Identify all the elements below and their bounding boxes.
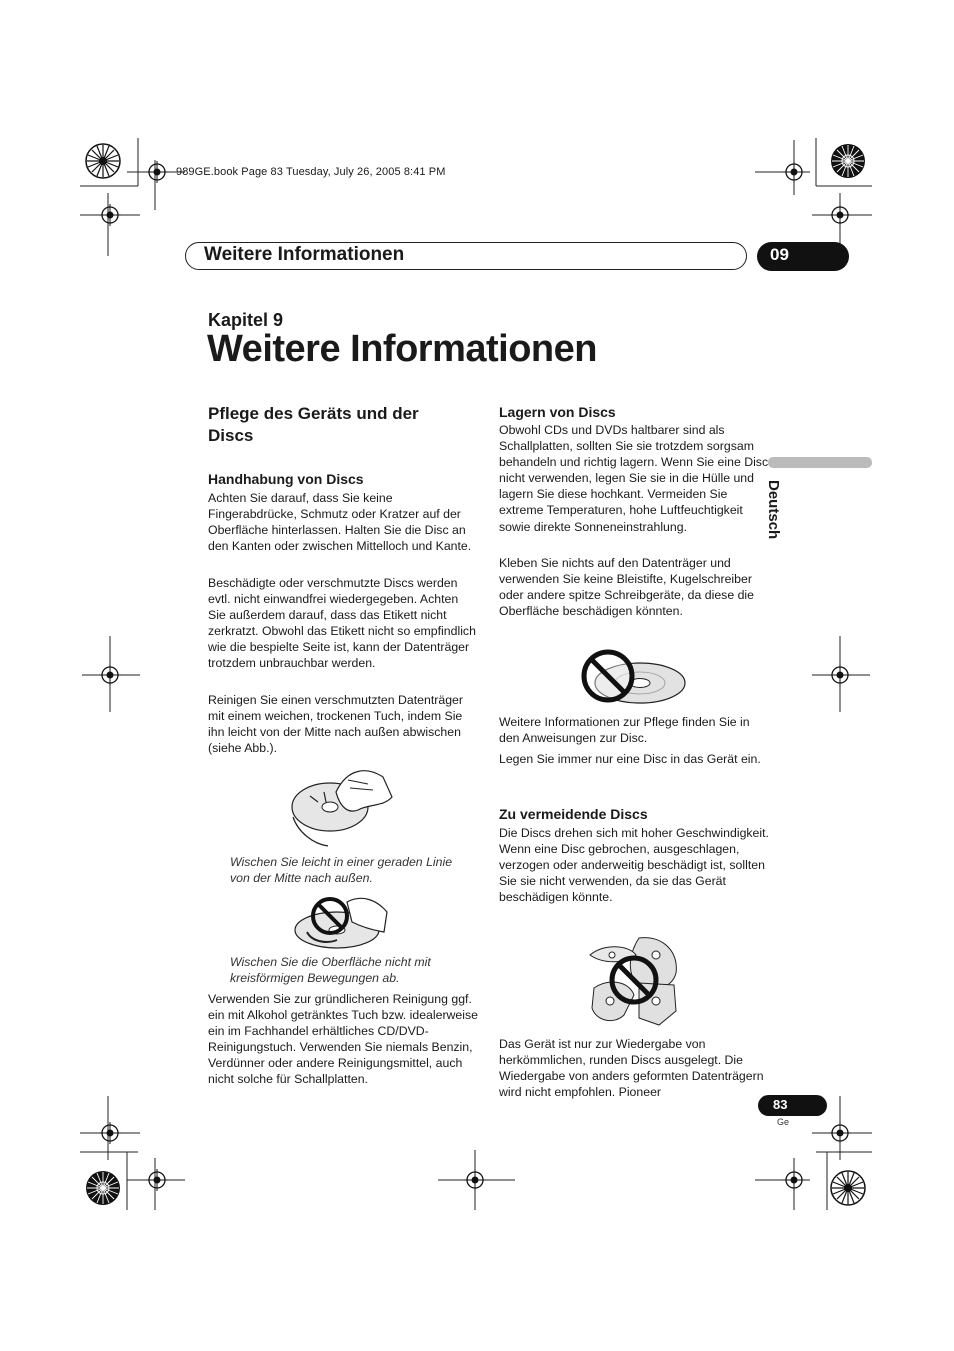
paragraph: Weitere Informationen zur Pflege finden Sie in den Anweisungen zur Disc. xyxy=(499,715,750,746)
starburst-icon xyxy=(83,141,123,181)
header-title: Weitere Informationen xyxy=(204,244,405,265)
language-tab-bar xyxy=(768,457,872,468)
starburst-icon xyxy=(828,141,868,181)
paragraph: Reinigen Sie einen verschmutzten Datenträger mit einem weichen, trockenen Tuch, indem Sie ihn leicht von der Mitte nach außen abwischen (siehe Abb.). xyxy=(208,693,463,756)
subheading-handling: Handhabung von Discs xyxy=(208,471,364,487)
paragraph: Legen Sie immer nur eine Disc in das Gerät ein. xyxy=(499,752,761,766)
paragraph: Kleben Sie nichts auf den Datenträger und verwenden Sie keine Bleistifte, Kugelschreiber oder andere spitze Schreibgeräte, da diese die Oberfläche beschädigen könnten. xyxy=(499,556,754,619)
page-title: Weitere Informationen xyxy=(207,328,597,370)
section-heading: Pflege des Geräts und der Discs xyxy=(208,404,419,445)
registration-mark-icon xyxy=(99,1122,121,1144)
language-label: Deutsch xyxy=(765,480,782,540)
chapter-label: Kapitel 9 xyxy=(208,310,284,330)
subheading-storage: Lagern von Discs xyxy=(499,404,616,420)
registration-mark-icon xyxy=(146,1169,168,1191)
registration-mark-icon xyxy=(99,664,121,686)
language-code: Ge xyxy=(777,1117,790,1127)
paragraph: Das Gerät ist nur zur Wiedergabe von herkömmlichen, runden Discs ausgelegt. Die Wiedergabe von anders geformten Datenträgern wird nicht empfohlen. Pioneer xyxy=(499,1037,764,1100)
registration-mark-icon xyxy=(464,1169,486,1191)
registration-mark-icon xyxy=(829,204,851,226)
paragraph: Obwohl CDs und DVDs haltbarer sind als Schallplatten, sollten Sie sie trotzdem sorgsam behandeln und richtig lagern. Wenn Sie eine Disc nicht verwenden, legen Sie sie in die Hülle und lagern Sie diese hochkant. Vermeiden Sie extreme Temperaturen, hohe Luftfeuchtigkeit sowie direkte Sonneneinstrahlung. xyxy=(499,423,769,534)
paragraph: Beschädigte oder verschmutzte Discs werden evtl. nicht einwandfrei wiedergegeben. Achten Sie außerdem darauf, dass das Etikett nicht zerkratzt. Obwohl das Etikett nicht so empfindlich wie die bespielte Seite ist, kann der Datenträger trotzdem unbrauchbar werden. xyxy=(208,576,476,671)
disc-wipe-illustration xyxy=(288,762,398,847)
registration-mark-icon xyxy=(829,1122,851,1144)
registration-mark-icon xyxy=(783,1169,805,1191)
paragraph: Verwenden Sie zur gründlicheren Reinigung ggf. ein mit Alkohol getränktes Tuch bzw. idealerweise ein im Fachhandel erhältliches CD/DVD-Reinigungstuch. Verwenden Sie niemals Benzin, Verdünner oder andere Reinigungsmittel, auch nicht solche für Schallplatten. xyxy=(208,992,478,1087)
no-circular-wipe-illustration xyxy=(292,892,392,952)
registration-mark-icon xyxy=(99,204,121,226)
caption-wipe-straight: Wischen Sie leicht in einer geraden Linie von der Mitte nach außen. xyxy=(230,855,453,886)
registration-mark-icon xyxy=(783,161,805,183)
paragraph: Achten Sie darauf, dass Sie keine Fingerabdrücke, Schmutz oder Kratzer auf der Oberfläche hinterlassen. Halten Sie die Disc an den Kanten oder zwischen Mittelloch und Kante. xyxy=(208,491,472,554)
caption-no-circular: Wischen Sie die Oberfläche nicht mit kreisförmigen Bewegungen ab. xyxy=(230,955,431,986)
starburst-icon xyxy=(83,1168,123,1208)
starburst-icon xyxy=(828,1168,868,1208)
subheading-avoid: Zu vermeidende Discs xyxy=(499,806,648,822)
registration-mark-icon xyxy=(829,664,851,686)
paragraph: Die Discs drehen sich mit hoher Geschwindigkeit. Wenn eine Disc gebrochen, ausgeschlagen, verzogen oder anderweitig beschädigt ist, sollten Sie sie nicht verwenden, da sie das Gerät beschädigen könnte. xyxy=(499,826,769,905)
page-number: 83 xyxy=(773,1097,788,1112)
odd-shaped-discs-illustration xyxy=(584,933,684,1028)
book-info: 989GE.book Page 83 Tuesday, July 26, 2005 8:41 PM xyxy=(176,166,446,178)
chapter-number: 09 xyxy=(770,245,789,264)
registration-mark-icon xyxy=(146,161,168,183)
no-sticker-illustration xyxy=(578,647,688,707)
page-number-badge xyxy=(758,1095,827,1116)
